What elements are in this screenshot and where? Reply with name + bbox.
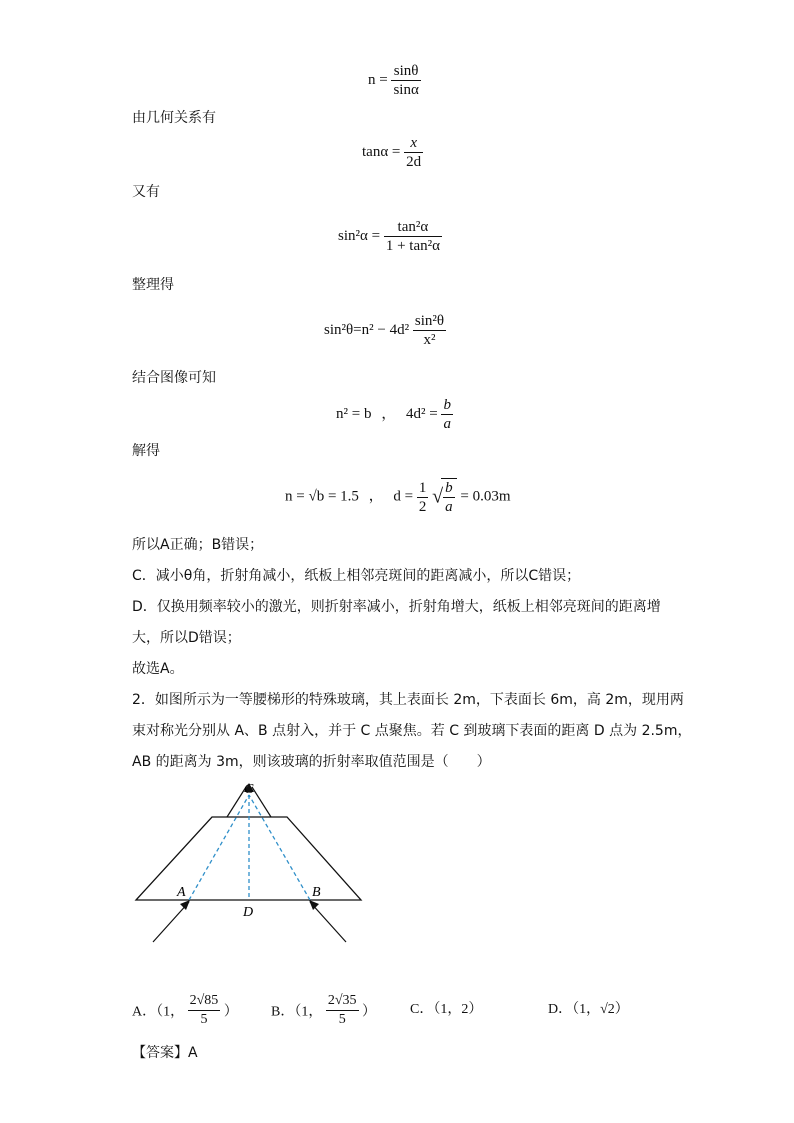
label-b: B [312, 885, 321, 900]
text-solve: 解得 [132, 443, 160, 459]
eq5-b: 4d² = [405, 405, 438, 422]
text-geom: 由几何关系有 [132, 110, 216, 126]
arrowhead-b [309, 900, 319, 910]
option-a[interactable] [132, 992, 238, 1029]
option-a-label: A．（1， [132, 1004, 185, 1020]
radical-sign: √ [432, 485, 444, 508]
eq2-denominator: 2d [406, 154, 422, 170]
text-combine: 结合图像可知 [132, 370, 216, 386]
question-2-line-1: 2．如图所示为一等腰梯形的特殊玻璃，其上表面长 2m，下表面长 6m，高 2m，现用两 [132, 692, 684, 708]
eq3-left: sin²α = [338, 227, 381, 244]
eq6-rad-denominator: a [445, 499, 453, 515]
option-b-fraction [326, 992, 359, 1029]
ray-top-right [252, 787, 271, 817]
text-also: 又有 [132, 184, 160, 200]
dashed-ray-left [189, 795, 249, 900]
eq5-sep: ， [381, 405, 397, 422]
text-option-d-analysis-2: 大，所以D错误； [132, 630, 241, 646]
arrowhead-a [180, 900, 190, 910]
text-choose: 故选A。 [132, 661, 184, 677]
answer: 【答案】A [132, 1045, 198, 1061]
eq6-rad-numerator: b [445, 480, 453, 496]
label-d: D [243, 905, 254, 920]
incident-ray-right [310, 902, 346, 942]
eq4-numerator: sin²θ [414, 313, 445, 329]
label-a: A [177, 885, 186, 900]
eq5-denominator: a [443, 416, 451, 432]
option-a-close: ） [223, 1004, 238, 1020]
option-b-numerator: 2√35 [326, 992, 359, 1011]
option-a-fraction [188, 992, 221, 1029]
eq3-numerator: tan²α [384, 218, 442, 237]
eq3-denominator: 1 + tan²α [385, 238, 440, 254]
incident-ray-left [153, 902, 189, 942]
eq4-denominator: x² [423, 332, 436, 348]
eq5-numerator: b [443, 397, 451, 413]
eq1-left: n = [368, 71, 388, 88]
eq6-b: d = [393, 488, 414, 505]
text-simplify: 整理得 [132, 277, 174, 293]
text-conclusion1: 所以A正确；B错误； [132, 537, 264, 553]
question-2-line-2: 束对称光分别从 A、B 点射入，并于 C 点聚焦。若 C 到玻璃下表面的距离 D 点为 2.5m， [132, 723, 692, 739]
eq6-sep: ， [368, 488, 384, 505]
option-d[interactable]: D．（1，√2） [548, 1002, 629, 1017]
text-option-d-analysis-1: D．仅换用频率较小的激光，则折射率减小，折射角增大，纸板上相邻亮斑间的距离增 [132, 599, 661, 615]
question-2-line-3: AB 的距离为 3m，则该玻璃的折射率取值范围是（ ） [132, 754, 491, 770]
option-a-denominator: 5 [200, 1012, 208, 1027]
label-c: C [244, 782, 254, 797]
option-c[interactable]: C．（1，2） [410, 1002, 483, 1017]
eq1-denominator: sinα [393, 82, 419, 98]
option-b-denominator: 5 [338, 1012, 346, 1027]
eq1-numerator: sinθ [391, 62, 420, 81]
eq6-half-denominator: 2 [418, 498, 427, 515]
eq2-left: tanα = [362, 143, 401, 160]
option-a-numerator: 2√85 [188, 992, 221, 1011]
eq6-c: = 0.03m [460, 488, 511, 505]
text-option-c-analysis: C．减小θ角，折射角减小，纸板上相邻亮斑间的距离减小，所以C错误； [132, 568, 581, 584]
option-b[interactable] [271, 992, 376, 1029]
dashed-ray-right [249, 795, 310, 900]
eq6-a: n = √b = 1.5 [285, 488, 359, 505]
eq5-a: n² = b [336, 405, 372, 422]
option-b-close: ） [362, 1004, 377, 1020]
eq4-left: sin²θ=n² − 4d² [324, 321, 410, 338]
eq6-half-numerator: 1 [418, 479, 427, 496]
eq2-numerator: x [404, 134, 423, 153]
option-b-label: B．（1， [271, 1004, 323, 1020]
